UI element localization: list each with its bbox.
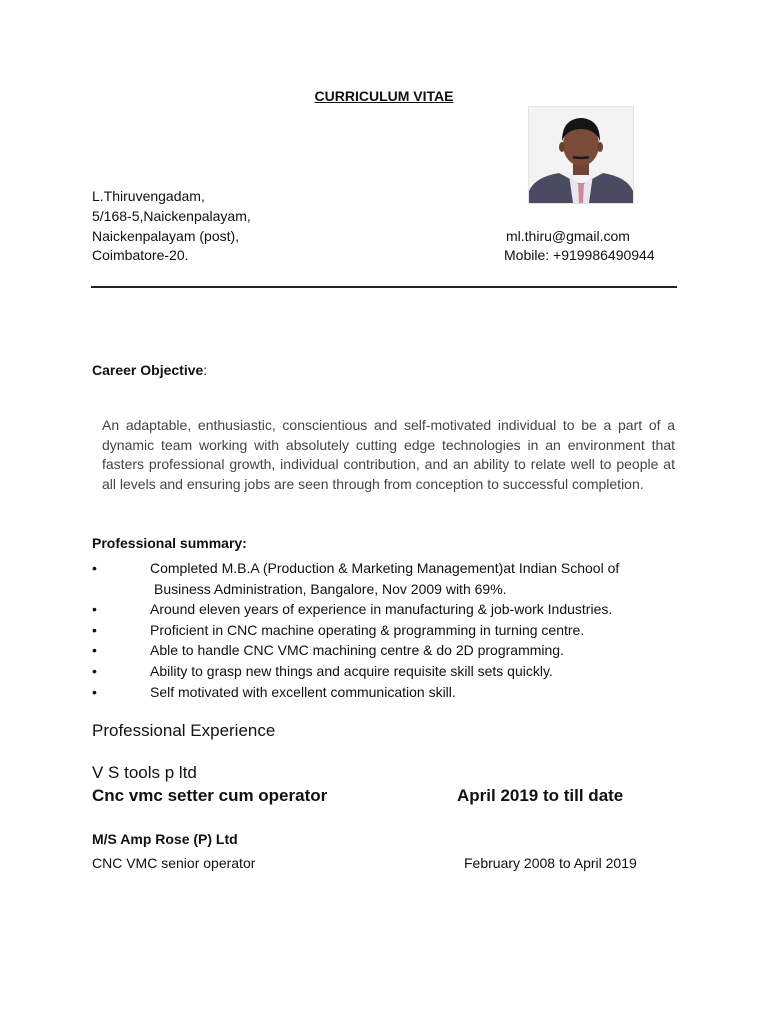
- address-line-city: Coimbatore-20.: [92, 247, 189, 263]
- list-item: [92, 682, 682, 703]
- job-role: CNC VMC senior operator: [92, 855, 256, 871]
- job-company: M/S Amp Rose (P) Ltd: [92, 831, 238, 847]
- document-title: CURRICULUM VITAE: [314, 88, 454, 104]
- header-divider: [91, 286, 677, 288]
- list-item: [92, 620, 682, 641]
- professional-experience-heading: Professional Experience: [92, 721, 276, 740]
- job-company: V S tools p ltd: [92, 763, 197, 782]
- job-dates: April 2019 to till date: [457, 786, 624, 805]
- bullet-icon: •: [92, 601, 97, 618]
- list-item-text: Around eleven years of experience in manufacturing & job-work Industries.: [150, 601, 613, 618]
- list-item-text: Completed M.B.A (Production & Marketing Management)at Indian School of: [150, 560, 620, 576]
- list-item-text: Self motivated with excellent communication skill.: [150, 683, 456, 700]
- mobile-text: Mobile: +919986490944: [504, 247, 655, 263]
- professional-summary-heading: Professional summary:: [92, 535, 247, 551]
- profile-photo: [528, 106, 634, 204]
- list-item: [92, 661, 682, 682]
- bullet-icon: •: [92, 662, 97, 679]
- list-item-text: Able to handle CNC VMC machining centre & do 2D programming.: [150, 642, 564, 659]
- career-objective-heading: Career Objective:: [92, 362, 208, 378]
- email-text: ml.thiru@gmail.com: [506, 228, 630, 244]
- list-item-text: Ability to grasp new things and acquire requisite skill sets quickly.: [150, 662, 553, 679]
- list-item: [92, 640, 682, 661]
- career-objective-text: An adaptable, enthusiastic, conscientious and self-motivated individual to be a part of a dynamic team working with absolutely cutting edge technologies in an environment that fasters professional growth, individual contribution, and an ability to relate well to people at all levels and ensuring jobs are seen through from conception to successful completion.: [102, 417, 675, 492]
- job-dates: February 2008 to April 2019: [464, 855, 637, 871]
- job-role: Cnc vmc setter cum operator: [92, 786, 328, 805]
- address-line-name: L.Thiruvengadam,: [92, 188, 205, 204]
- bullet-icon: •: [92, 621, 97, 638]
- bullet-icon: •: [92, 683, 97, 700]
- list-item: [92, 558, 682, 599]
- address-line-street: 5/168-5,Naickenpalayam,: [92, 208, 251, 224]
- bullet-icon: •: [92, 642, 97, 659]
- list-item-text: Proficient in CNC machine operating & programming in turning centre.: [150, 621, 585, 638]
- bullet-icon: •: [92, 560, 97, 576]
- list-item-text-continued: Business Administration, Bangalore, Nov 2009 with 69%.: [154, 580, 507, 597]
- summary-list: [92, 558, 682, 702]
- list-item: [92, 599, 682, 620]
- address-line-post: Naickenpalayam (post),: [92, 228, 240, 244]
